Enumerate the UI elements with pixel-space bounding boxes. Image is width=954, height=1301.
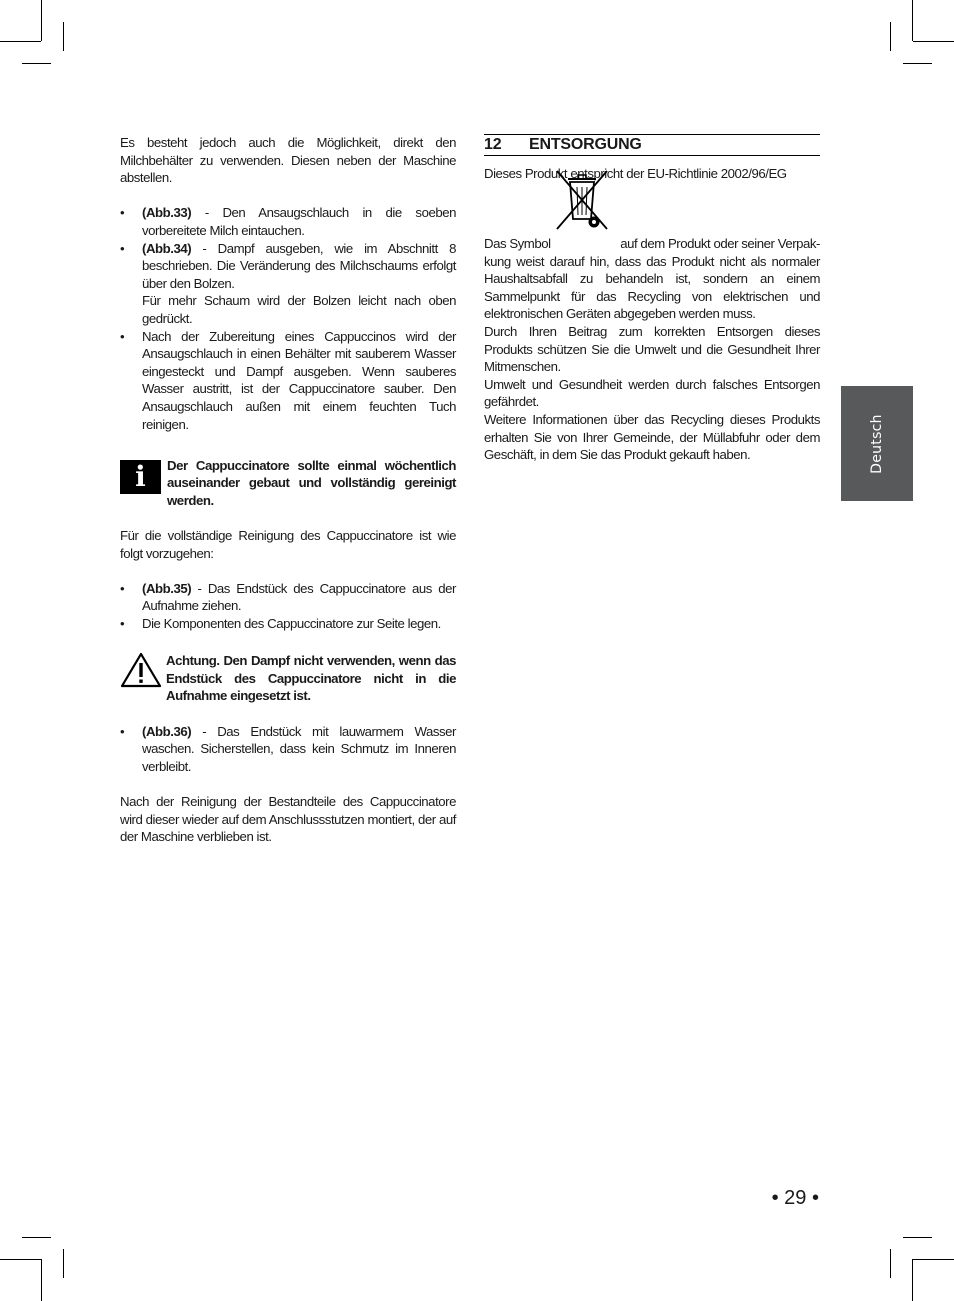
list-item-extra: Für mehr Schaum wird der Bolzen leicht nach oben gedrückt. <box>142 293 456 326</box>
right-column <box>484 134 820 464</box>
section-number: 12 <box>484 136 502 154</box>
symbol-label: Das Symbol <box>484 236 551 251</box>
section-heading <box>484 134 820 156</box>
steps-list-3 <box>120 723 456 776</box>
list-item-text: Nach der Zubereitung eines Cappuccinos wird der Ansaugschlauch in einen Behälter mit sauberem Wasser eingesteckt und Dampf ausgeben. Wenn sauberes Wasser austritt, ist der Cappuccinatore sauber. Den Ansaugschlauch außen mit einem feuchten Tuch reinigen. <box>142 328 456 432</box>
left-column <box>120 134 456 846</box>
crop-mark <box>63 1249 64 1278</box>
list-item: • Nach der Zubereitung eines Cappuccinos wird der Ansaugschlauch in einen Behälter mit sauberem Wasser eingesteckt und Dampf ausgeben. Wenn sauberes Wasser austritt, ist der Cappuccinatore sauber. Den Ansaugschlauch außen mit einem feuchten Tuch reinigen. <box>120 328 456 432</box>
list-item: • (Abb.33) - Den Ansaugschlauch in die soeben vorbereitete Milch eintauchen. <box>120 205 456 238</box>
figure-ref: (Abb.36) <box>142 723 192 739</box>
warning-note <box>120 652 456 705</box>
crop-mark <box>0 41 41 42</box>
info-icon: i <box>120 460 161 494</box>
steps-list-1 <box>120 204 456 433</box>
list-item-text: - Das Endstück mit lauwarmem Wasser waschen. Sicherstellen, dass kein Schmutz im Inneren verbleibt. <box>142 723 456 774</box>
figure-ref: (Abb.34) <box>142 240 192 256</box>
health-paragraph: Umwelt und Gesundheit werden durch falsches Entsorgen gefährdet. <box>484 376 820 410</box>
list-item-text: - Den Ansaugschlauch in die soeben vorbereitete Milch eintauchen. <box>142 205 456 238</box>
crop-mark <box>41 0 42 41</box>
page-number: • 29 • <box>771 1187 819 1209</box>
warning-icon <box>120 652 162 688</box>
disposal-paragraph: kung weist darauf hin, dass das Produkt nicht als normaler Haushaltsabfall zu behandeln ist, sondern an einem Sammelpunkt für das Recycling von elektrischen und elektronischen Geräten abgegeben werden muss. <box>484 253 820 322</box>
crop-mark <box>63 22 64 51</box>
list-item-text: - Dampf ausgeben, wie im Abschnitt 8 beschrieben. Die Veränderung des Milchschaums erfolgt über den Bolzen. <box>142 240 456 291</box>
crop-mark <box>913 41 954 42</box>
list-item: • Die Komponenten des Cappuccinatore zur Seite legen. <box>120 616 441 632</box>
list-item: • (Abb.36) - Das Endstück mit lauwarmem Wasser waschen. Sicherstellen, dass kein Schmutz im Inneren verbleibt. <box>120 723 456 774</box>
info-note-text: Der Cappuccinatore sollte einmal wöchentlich auseinander gebaut und vollständig gereinigt werden. <box>167 457 456 508</box>
directive-paragraph: Dieses Produkt entspricht der EU-Richtlinie 2002/96/EG <box>484 166 787 181</box>
crop-mark <box>890 22 891 51</box>
crop-mark <box>41 1259 42 1301</box>
symbol-text: auf dem Produkt oder seiner Verpak- <box>620 236 820 251</box>
crop-mark <box>0 1259 41 1260</box>
list-item-text: Die Komponenten des Cappuccinatore zur Seite legen. <box>142 616 441 632</box>
language-tab <box>841 386 913 501</box>
intro-paragraph: Es besteht jedoch auch die Möglichkeit, direkt den Milchbehälter zu verwenden. Diesen neben der Maschine abstellen. <box>120 135 456 186</box>
crop-mark <box>912 0 913 41</box>
warning-note-text: Achtung. Den Dampf nicht verwenden, wenn das Endstück des Cappuccinatore nicht in die Aufnahme eingesetzt ist. <box>166 653 456 704</box>
section-title: ENTSORGUNG <box>529 136 642 154</box>
closing-paragraph: Nach der Reinigung der Bestandteile des Cappuccinatore wird dieser wieder auf dem Anschlussstutzen montiert, der auf der Maschine verblieben ist. <box>120 793 456 845</box>
crop-mark <box>22 1237 51 1238</box>
info-note <box>120 457 456 510</box>
figure-ref: (Abb.35) <box>142 580 192 596</box>
crop-mark <box>22 63 51 64</box>
figure-ref: (Abb.33) <box>142 205 192 221</box>
cleaning-intro: Für die vollständige Reinigung des Cappuccinatore ist wie folgt vorzugehen: <box>120 528 456 561</box>
symbol-row <box>484 183 820 253</box>
information-paragraph: Weitere Informationen über das Recycling dieses Produkts erhalten Sie von Ihrer Gemeinde, der Müllabfuhr oder dem Geschäft, in dem Sie das Produkt gekauft haben. <box>484 411 820 463</box>
language-label: Deutsch <box>868 413 885 474</box>
list-item: • (Abb.35) - Das Endstück des Cappuccinatore aus der Aufnahme ziehen. <box>120 580 456 614</box>
crossed-bin-icon <box>552 169 612 231</box>
crop-mark <box>903 63 932 64</box>
list-item-text: - Das Endstück des Cappuccinatore aus der Aufnahme ziehen. <box>142 580 456 614</box>
crop-mark <box>913 1259 954 1260</box>
steps-list-2 <box>120 580 456 633</box>
crop-mark <box>903 1237 932 1238</box>
environment-paragraph: Durch Ihren Beitrag zum korrekten Entsorgen dieses Produkts schützen Sie die Umwelt und die Gesundheit Ihrer Mitmenschen. <box>484 323 820 375</box>
list-item: • (Abb.34) - Dampf ausgeben, wie im Abschnitt 8 beschrieben. Die Veränderung des Milchschaums erfolgt über den Bolzen. Für mehr Schaum wird der Bolzen leicht nach oben gedrückt. <box>120 240 456 326</box>
crop-mark <box>912 1259 913 1301</box>
crop-mark <box>890 1249 891 1278</box>
